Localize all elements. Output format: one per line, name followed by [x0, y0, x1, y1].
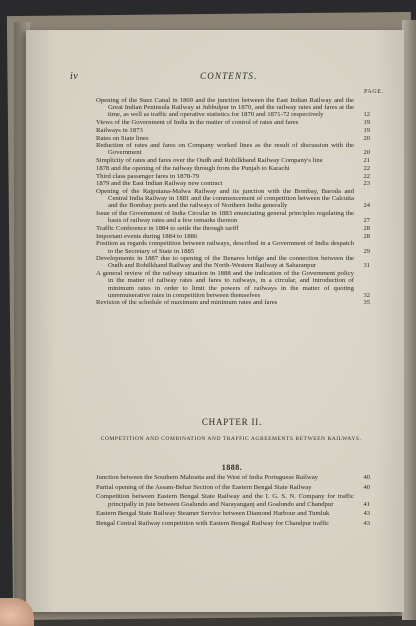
year-heading: 1888.: [221, 463, 243, 472]
entry-page: 43: [363, 519, 370, 527]
entry-text: Position as regards competition between railways, described in a Government of India despatch to the Secretary of State in 1885: [96, 240, 354, 255]
entry-text: Revision of the schedule of maximum and minimum rates and fares: [96, 299, 278, 307]
entry-page: 12: [363, 111, 370, 119]
entry-page: 24: [363, 202, 370, 210]
page-stack-edge: [402, 20, 416, 620]
entry-page: 40: [363, 483, 370, 491]
contents-entry: [96, 165, 368, 172]
contents-entry: [96, 180, 368, 187]
entry-text: Opening of the Suez Canal in 1869 and the junction between the East Indian Railway and the Great Indian Peninsula Railway at Jubbulpur in 1870, and the railway rates and fares at the time, as well as traffic and operative statistics for 1870 and 1871-72 respectively: [96, 97, 354, 119]
entry-text: Eastern Bengal State Railway Steamer Service between Diamond Harbour and Tumluk: [96, 510, 330, 518]
contents-entry: [96, 135, 368, 142]
entry-text: Competition between Eastern Bengal State Railway and the I. G. S. N. Company for traffic principally in jute between Goalundo and Narayanganj and Goalundo and Chandpur: [96, 493, 354, 508]
entry-text: Views of the Government of India in the matter of control of rates and fares: [96, 119, 299, 127]
entry-page: 41: [363, 500, 370, 508]
entry-text: Bengal Central Railway competition with Eastern Bengal Railway for Chandpur traffic: [96, 519, 330, 527]
contents-list: [96, 97, 368, 307]
entry-text: Third class passenger fares in 1878-79: [96, 172, 200, 180]
entry-text: Simplicity of rates and fares over the Oudh and Rohilkhand Railway Company's line: [96, 157, 323, 165]
entry-page: 31: [363, 262, 370, 270]
contents-entry: [96, 240, 368, 254]
entry-text: A general review of the railway situation in 1888 and the indication of the Government policy in the matter of railway rates and fares to railways, in a circular, and introduction of minimum rates in order to limit the powers of railways in the matter of quoting unremunerative rates in competition between themselves: [96, 270, 354, 299]
entry-text: 1878 and the opening of the railway through from the Punjab to Karachi: [96, 164, 290, 172]
contents-entry: [96, 270, 368, 299]
entry-page: 35: [363, 299, 370, 307]
entry-page: 28: [363, 232, 370, 240]
entry-page: 19: [363, 119, 370, 127]
entry-page: 43: [363, 510, 370, 518]
entry-page: 23: [363, 180, 370, 188]
contents-entry: [96, 493, 368, 508]
contents-entry: [96, 142, 368, 156]
contents-entry: [96, 520, 368, 528]
contents-entry: [96, 510, 368, 518]
contents-entry: [96, 188, 368, 210]
entry-page: 19: [363, 126, 370, 134]
entry-text: Railways in 1873: [96, 126, 143, 134]
running-head: CONTENTS.: [200, 71, 258, 81]
entry-text: Partial opening of the Assam-Behar Section of the Eastern Bengal State Railway: [96, 483, 312, 491]
entry-text: Traffic Conference in 1884 to settle the through tariff: [96, 224, 239, 232]
contents-entry: [96, 210, 368, 224]
entry-text: Rates on State lines: [96, 134, 149, 142]
chapter-contents-list: [96, 474, 368, 530]
page-column-label: PAGE.: [364, 89, 384, 95]
contents-entry: [96, 173, 368, 180]
entry-page: 32: [363, 291, 370, 299]
contents-entry: [96, 233, 368, 240]
entry-text: Junction between the Southern Mahratta and the West of India Portuguese Railway: [96, 474, 319, 481]
entry-text: Issue of the Government of India Circular in 1883 enunciating general principles regulating the basis of railway rates and a few remarks thereon: [96, 210, 354, 225]
entry-text: Reduction of rates and fares on Company worked lines as the result of discussion with the Government: [96, 142, 354, 157]
entry-text: Opening of the Rajputana-Malwa Railway and its junction with the Bombay, Baroda and Central India Railway in 1881 and the commencement of competition between the Calcutta and the Bombay ports and the railways of Northern India generally: [96, 187, 354, 210]
entry-page: 27: [363, 217, 370, 225]
entry-text: Important events during 1884 to 1886: [96, 232, 198, 240]
contents-entry: [96, 299, 368, 306]
entry-text: Developments in 1887 due to opening of the Benares bridge and the connection between the Oudh and Rohilkhand Railway and the North-Western Railway at Saharanpur: [96, 255, 354, 270]
chapter-heading: CHAPTER II.: [201, 417, 263, 427]
page-number: iv: [70, 71, 79, 82]
contents-entry: [96, 474, 368, 482]
entry-page: 28: [363, 224, 370, 232]
entry-page: 22: [363, 164, 370, 172]
contents-entry: [96, 255, 368, 269]
contents-entry: [96, 484, 368, 492]
contents-entry: [96, 157, 368, 164]
entry-page: 21: [363, 157, 370, 165]
entry-page: 40: [363, 474, 370, 481]
entry-page: 20: [363, 134, 370, 142]
contents-entry: [96, 225, 368, 232]
contents-entry: [96, 127, 368, 134]
entry-page: 29: [363, 247, 370, 255]
contents-entry: [96, 97, 368, 119]
chapter-subheading: COMPETITION AND COMBINATION AND TRAFFIC AGREEMENTS BETWEEN RAILWAYS.: [100, 436, 362, 442]
entry-page: 20: [363, 149, 370, 157]
contents-entry: [96, 119, 368, 126]
entry-text: 1879 and the East Indian Railway new contract: [96, 180, 223, 188]
entry-page: 22: [363, 172, 370, 180]
